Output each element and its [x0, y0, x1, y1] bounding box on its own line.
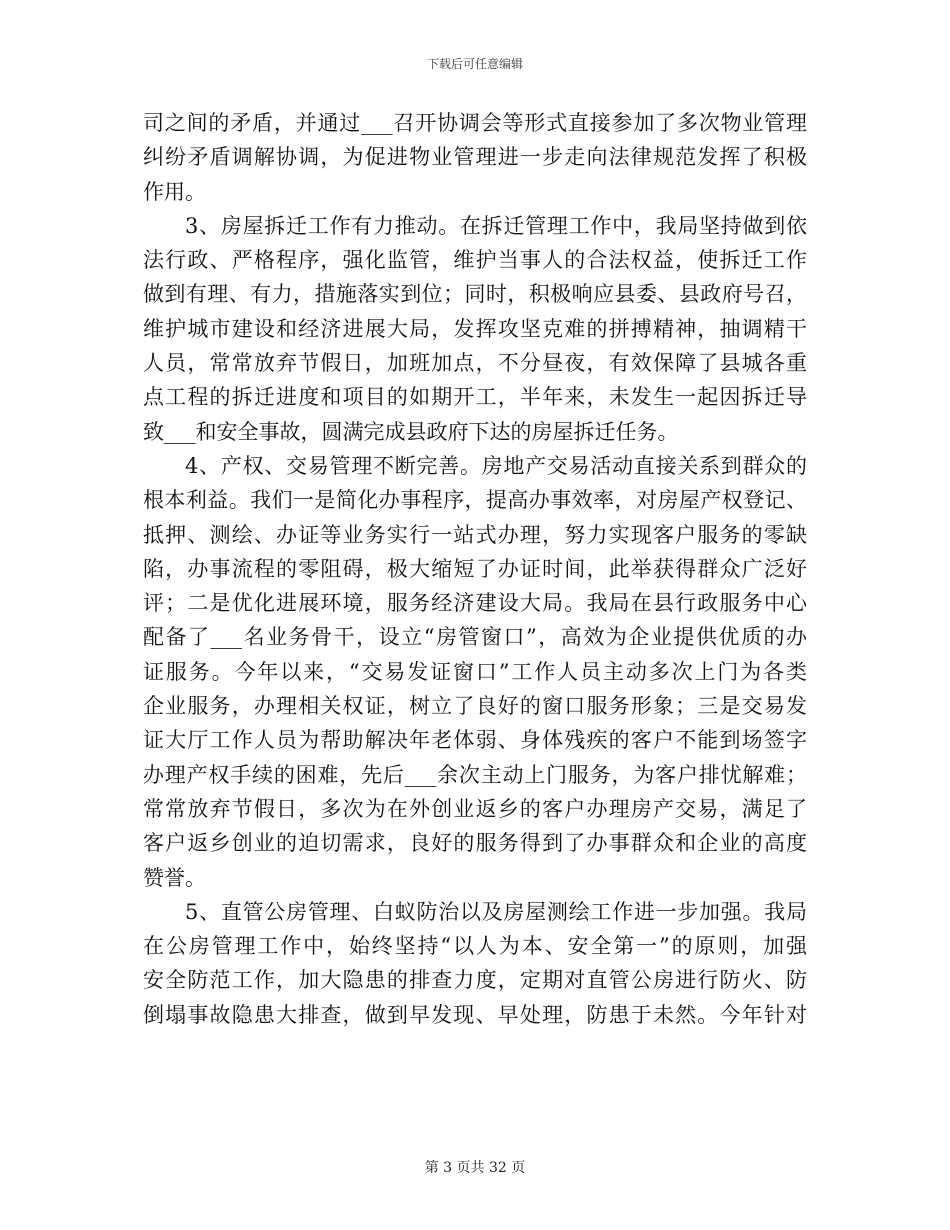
- text-line: 人员，常常放弃节假日，加班加点，不分昼夜，有效保障了县城各重: [143, 351, 807, 376]
- text-line: 致___和安全事故，圆满完成县政府下达的房屋拆迁任务。: [143, 419, 679, 444]
- body-text: [143, 106, 807, 1032]
- text-line: 4、产权、交易管理不断完善。房地产交易活动直接关系到群众的: [185, 453, 807, 478]
- text-line: 根本利益。我们一是简化办事程序，提高办事效率，对房屋产权登记、: [143, 488, 807, 513]
- text-line: 纠纷矛盾调解协调，为促进物业管理进一步走向法律规范发挥了积极: [143, 145, 807, 170]
- text-line: 做到有理、有力，措施落实到位；同时，积极响应县委、县政府号召，: [143, 282, 807, 307]
- text-line: 司之间的矛盾，并通过___召开协调会等形式直接参加了多次物业管理: [143, 111, 807, 135]
- text-line: 客户返乡创业的迫切需求，良好的服务得到了办事群众和企业的高度: [143, 831, 807, 856]
- text-line: 法行政、严格程序，强化监管，维护当事人的合法权益，使拆迁工作: [143, 248, 807, 273]
- text-line: 抵押、测绘、办证等业务实行一站式办理，努力实现客户服务的零缺: [143, 522, 807, 547]
- text-line: 倒塌事故隐患大排查，做到早发现、早处理，防患于未然。今年针对: [143, 1002, 807, 1027]
- text-line: 配备了___名业务骨干，设立“房管窗口”，高效为企业提供优质的办: [143, 625, 807, 650]
- text-line: 3、房屋拆迁工作有力推动。在拆迁管理工作中，我局坚持做到依: [185, 213, 807, 238]
- text-line: 作用。: [143, 179, 206, 204]
- page-footer: 第 3 页共 32 页: [424, 1160, 526, 1176]
- text-line: 证服务。今年以来，“交易发证窗口”工作人员主动多次上门为各类: [143, 659, 807, 684]
- text-line: 常常放弃节假日，多次为在外创业返乡的客户办理房产交易，满足了: [143, 796, 807, 821]
- text-line: 安全防范工作，加大隐患的排查力度，定期对直管公房进行防火、防: [143, 968, 807, 993]
- text-line: 维护城市建设和经济进展大局，发挥攻坚克难的拼搏精神，抽调精干: [143, 316, 807, 341]
- text-line: 办理产权手续的困难，先后___余次主动上门服务，为客户排忧解难；: [143, 762, 807, 787]
- text-line: 点工程的拆迁进度和项目的如期开工，半年来，未发生一起因拆迁导: [143, 385, 807, 410]
- text-line: 企业服务，办理相关权证，树立了良好的窗口服务形象；三是交易发: [143, 694, 807, 719]
- text-line: 证大厅工作人员为帮助解决年老体弱、身体残疾的客户不能到场签字: [143, 728, 807, 753]
- page-header-note: 下载后可任意编辑: [426, 57, 523, 71]
- text-line: 在公房管理工作中，始终坚持“以人为本、安全第一”的原则，加强: [143, 934, 807, 959]
- text-line: 赞誉。: [143, 865, 206, 890]
- text-line: 5、直管公房管理、白蚁防治以及房屋测绘工作进一步加强。我局: [185, 899, 807, 924]
- text-line: 评；二是优化进展环境，服务经济建设大局。我局在县行政服务中心: [143, 591, 807, 616]
- text-line: 陷，办事流程的零阻碍，极大缩短了办证时间，此举获得群众广泛好: [143, 556, 807, 581]
